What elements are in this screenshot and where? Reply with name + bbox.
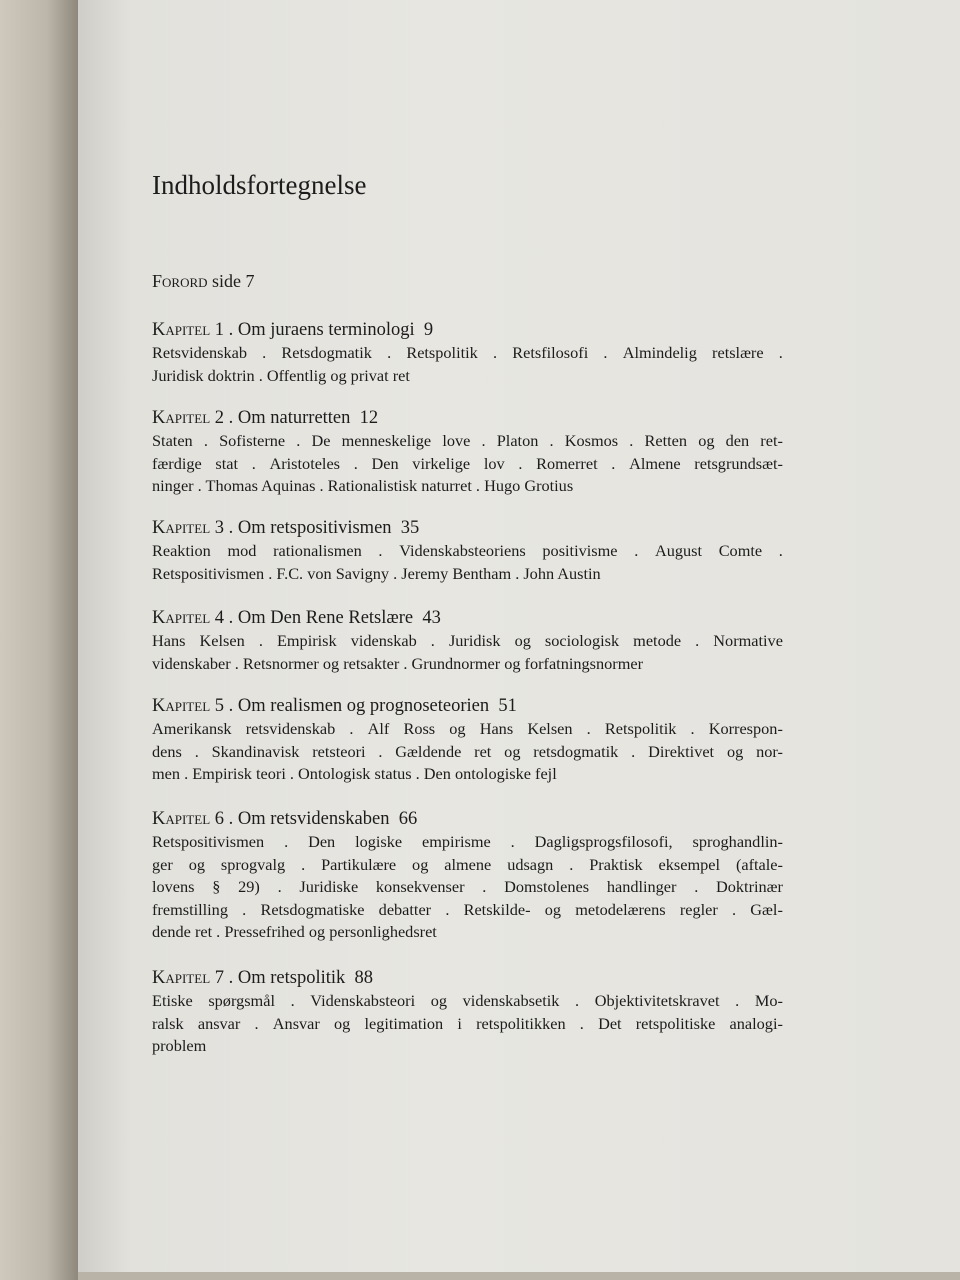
chapter-title: Om retspositivismen [237,518,392,538]
chapter-title: Om naturretten [237,408,351,428]
toc-chapter-4 [152,606,783,675]
chapter-topics-line: Retspositivismen . Den logiske empirisme . Dagligsprogsfilosofi, sproghandlin- [152,832,783,851]
chapter-topics-line: Staten . Sofisterne . De menneskelige love . Platon . Kosmos . Retten og den ret- [152,431,783,450]
chapter-heading: Kapitel 6 . Om retsvidenskaben 66 [152,809,418,829]
toc-chapter-3 [152,516,783,585]
chapter-topics-line: Reaktion mod rationalismen . Videnskabsteoriens positivisme . August Comte . [152,541,783,560]
chapter-heading: Kapitel 5 . Om realismen og prognoseteorien 51 [152,696,517,716]
chapter-page: 35 [400,518,420,538]
chapter-page: 12 [359,408,379,428]
toc-chapter-7 [152,966,783,1058]
chapter-topics-line: Amerikansk retsvidenskab . Alf Ross og Hans Kelsen . Retspolitik . Korrespon- [152,719,783,738]
foreword-label: Forord [152,271,208,291]
chapter-page: 51 [498,696,517,716]
chapter-topics-line: Etiske spørgsmål . Videnskabsteori og videnskabsetik . Objektivitetskravet . Mo- [152,991,783,1010]
chapter-topics-line: Retspositivismen . F.C. von Savigny . Jeremy Bentham . John Austin [152,563,601,583]
chapter-topics-line: Hans Kelsen . Empirisk videnskab . Juridisk og sociologisk metode . Normative [152,631,783,650]
chapter-topics-line: fremstilling . Retsdogmatiske debatter . Retskilde- og metodelærens regler . Gæl- [152,899,783,919]
toc-chapter-2 [152,406,783,498]
chapter-title: Om juraens terminologi [237,320,415,340]
foreword-entry [152,271,255,292]
chapter-page: 43 [422,608,441,628]
chapter-label: Kapitel 7 [152,968,225,988]
chapter-topics-line: Retsvidenskab . Retsdogmatik . Retspolitik . Retsfilosofi . Almindelig retslære . [152,343,783,362]
facing-page-edge [0,0,78,1280]
chapter-heading: Kapitel 7 . Om retspolitik 88 [152,968,374,988]
chapter-heading: Kapitel 3 . Om retspositivismen 35 [152,518,420,538]
chapter-heading: Kapitel 4 . Om Den Rene Retslære 43 [152,608,441,628]
foreword-page: side 7 [212,271,255,291]
chapter-label: Kapitel 1 [152,320,225,340]
chapter-topics-line: videnskaber . Retsnormer og retsakter . Grundnormer og forfatningsnormer [152,653,644,673]
chapter-label: Kapitel 3 [152,518,225,538]
chapter-topics-line: ninger . Thomas Aquinas . Rationalistisk naturret . Hugo Grotius [152,476,574,496]
chapter-title: Om Den Rene Retslære [237,608,414,628]
chapter-topics-line: dende ret . Pressefrihed og personlighedsret [152,922,437,942]
chapter-page: 66 [398,809,418,829]
chapter-label: Kapitel 4 [152,608,225,628]
chapter-label: Kapitel 2 [152,408,225,428]
chapter-topics-line: lovens § 29) . Juridiske konsekvenser . Domstolenes handlinger . Doktrinær [152,877,783,897]
chapter-topics-line: problem [152,1036,207,1056]
chapter-label: Kapitel 6 [152,809,225,829]
chapter-title: Om retsvidenskaben [237,809,390,829]
chapter-title: Om realismen og prognoseteorien [237,696,490,716]
toc-chapter-1 [152,318,783,387]
chapter-topics-line: ger og sprogvalg . Partikulære og almene udsagn . Praktisk eksempel (aftale- [152,854,783,874]
toc-chapter-5 [152,694,783,786]
chapter-topics-line: dens . Skandinavisk retsteori . Gældende ret og retsdogmatik . Direktivet og nor- [152,741,783,761]
toc-chapter-6 [152,807,783,944]
chapter-topics-line: ralsk ansvar . Ansvar og legitimation i retspolitikken . Det retspolitiske analogi- [152,1013,783,1033]
chapter-heading: Kapitel 2 . Om naturretten 12 [152,408,379,428]
chapter-topics-line: Juridisk doktrin . Offentlig og privat ret [152,365,410,385]
chapter-topics-line: men . Empirisk teori . Ontologisk status . Den ontologiske fejl [152,764,557,784]
page-title: Indholdsfortegnelse [152,170,367,200]
chapter-page: 88 [354,968,374,988]
chapter-label: Kapitel 5 [152,696,225,716]
chapter-title: Om retspolitik [237,968,346,988]
chapter-heading: Kapitel 1 . Om juraens terminologi 9 [152,320,434,340]
chapter-page: 9 [423,320,434,340]
chapter-topics-line: færdige stat . Aristoteles . Den virkelige lov . Romerret . Almene retsgrundsæt- [152,453,783,473]
